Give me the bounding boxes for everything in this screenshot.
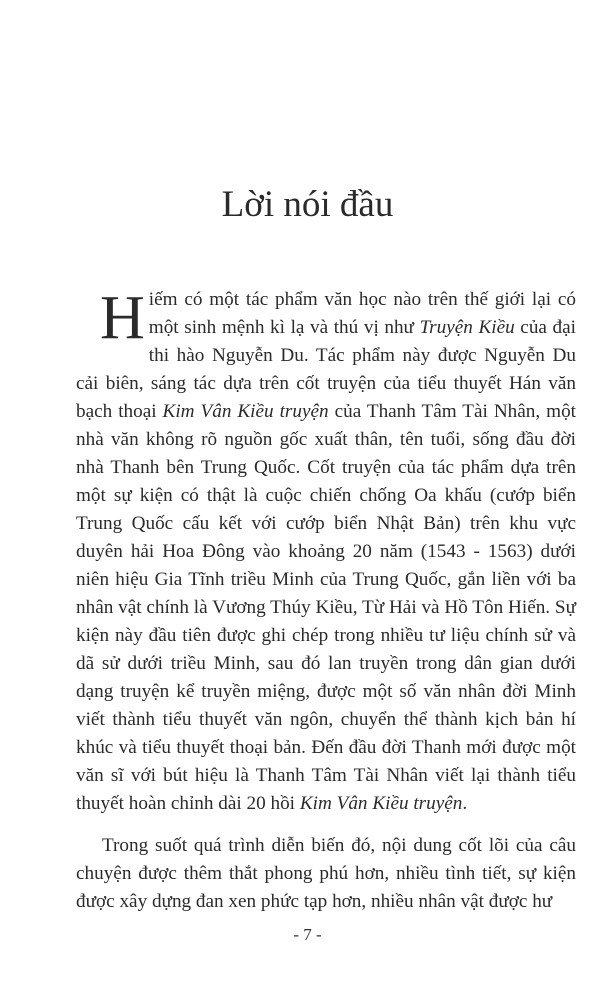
paragraph-1-segment: . [462, 793, 468, 814]
paragraph-1-italic-title: Kim Vân Kiều truyện [299, 793, 463, 814]
paragraph-1-italic-title: Truyện Kiều [419, 317, 515, 338]
paragraph-2 [76, 832, 576, 916]
drop-cap: H [100, 284, 145, 352]
body-text [76, 286, 576, 916]
paragraph-1-segment: của đại thi hào Nguyễn Du. Tác phẩm này được Nguyễn Du cải biên, sáng tác dựa trên cốt truyện của tiểu thuyết Hán văn bạch thoại [76, 317, 576, 422]
paragraph-1-italic-title: Kim Vân Kiều truyện [162, 401, 329, 422]
paragraph-2-segment: Trong suốt quá trình diễn biến đó, nội dung cốt lõi của câu chuyện được thêm thắt phong phú hơn, nhiều tình tiết, sự kiện được xây dựng đan xen phức tạp hơn, nhiều nhân vật được hư [76, 835, 576, 912]
chapter-title: Lời nói đầu [221, 184, 394, 225]
paragraph-1-segment: iếm có một tác phẩm văn học nào trên thế giới lại có một sinh mệnh kì lạ và thú vị như [148, 289, 576, 338]
paragraph-1 [76, 286, 576, 818]
paragraph-1-segment: của Thanh Tâm Tài Nhân, một nhà văn không rõ nguồn gốc xuất thân, tên tuổi, sống đầu đời nhà Thanh bên Trung Quốc. Cốt truyện của tác phẩm dựa trên một sự kiện có thật là cuộc chiến chống Oa khấu (cướp biển Trung Quốc cấu kết với cướp biển Nhật Bản) trên khu vực duyên hải Hoa Đông vào khoảng 20 năm (1543 - 1563) dưới niên hiệu Gia Tĩnh triều Minh của Trung Quốc, gắn liền với ba nhân vật chính là Vương Thúy Kiều, Từ Hải và Hồ Tôn Hiến. Sự kiện này đầu tiên được ghi chép trong nhiều tư liệu chính sử và dã sử dưới triều Minh, sau đó lan truyền trong dân gian dưới dạng truyện kể truyền miệng, được một số văn nhân đời Minh viết thành tiểu thuyết văn ngôn, chuyển thể thành kịch bản hí khúc và tiểu thuyết thoại bản. Đến đầu đời Thanh mới được một văn sĩ với bút hiệu là Thanh Tâm Tài Nhân viết lại thành tiểu thuyết hoàn chỉnh dài 20 hồi [76, 401, 577, 814]
page-number: - 7 - [293, 925, 322, 944]
